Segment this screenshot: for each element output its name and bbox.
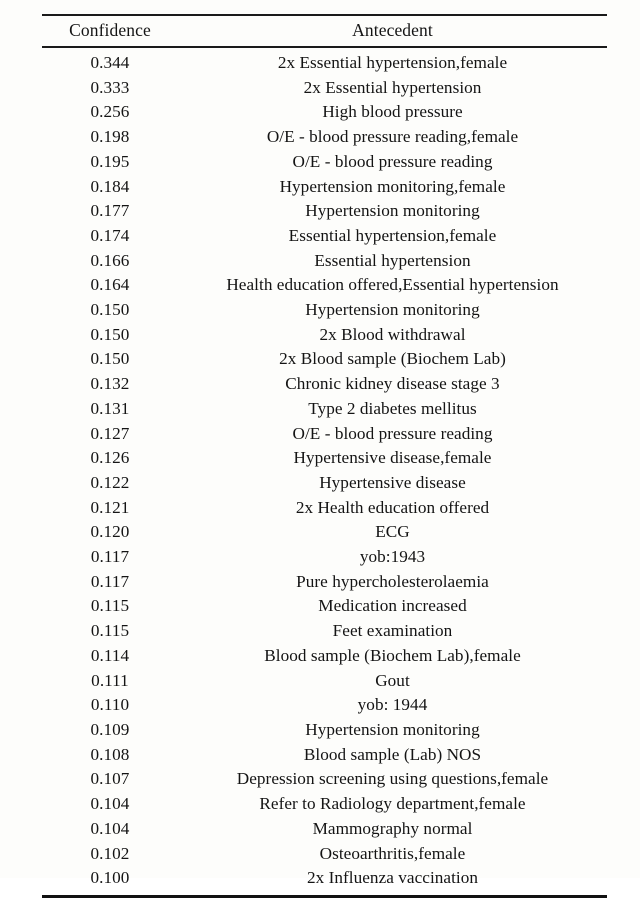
cell-antecedent: Blood sample (Biochem Lab),female — [264, 645, 521, 665]
cell-confidence: 0.104 — [90, 794, 130, 814]
cell-confidence: 0.121 — [90, 497, 130, 517]
table-row — [42, 125, 607, 150]
cell-confidence: 0.131 — [90, 398, 130, 418]
cell-confidence: 0.115 — [90, 621, 130, 641]
table-row — [42, 446, 607, 471]
table-row — [42, 422, 607, 447]
cell-confidence: 0.107 — [90, 769, 130, 789]
cell-confidence: 0.122 — [90, 472, 130, 492]
cell-confidence: 0.104 — [90, 818, 130, 838]
cell-confidence: 0.132 — [90, 374, 130, 394]
cell-antecedent: High blood pressure — [322, 102, 463, 122]
cell-antecedent: ECG — [375, 522, 410, 542]
cell-antecedent: Chronic kidney disease stage 3 — [285, 374, 500, 394]
cell-antecedent: O/E - blood pressure reading — [292, 423, 493, 443]
cell-antecedent: O/E - blood pressure reading — [292, 151, 493, 171]
cell-confidence: 0.184 — [90, 176, 130, 196]
table-row — [42, 743, 607, 768]
table-row — [42, 48, 607, 76]
table-row — [42, 792, 607, 817]
cell-confidence: 0.150 — [90, 324, 130, 344]
table-row — [42, 273, 607, 298]
table-row — [42, 669, 607, 694]
cell-antecedent: Type 2 diabetes mellitus — [308, 398, 477, 418]
cell-confidence: 0.166 — [90, 250, 130, 270]
cell-confidence: 0.110 — [90, 695, 130, 715]
cell-confidence: 0.174 — [90, 225, 130, 245]
cell-antecedent: Osteoarthritis,female — [319, 843, 466, 863]
table-row — [42, 249, 607, 274]
cell-confidence: 0.256 — [90, 102, 130, 122]
cell-confidence: 0.177 — [90, 201, 130, 221]
cell-confidence: 0.150 — [90, 349, 130, 369]
cell-confidence: 0.111 — [91, 670, 129, 690]
cell-antecedent: Hypertension monitoring — [305, 201, 480, 221]
table-row — [42, 224, 607, 249]
table-row — [42, 471, 607, 496]
table-row — [42, 520, 607, 545]
cell-antecedent: Gout — [375, 670, 410, 690]
cell-confidence: 0.164 — [90, 275, 130, 295]
table-row — [42, 594, 607, 619]
table-row — [42, 545, 607, 570]
cell-antecedent: Hypertension monitoring — [305, 719, 480, 739]
table-row — [42, 718, 607, 743]
cell-antecedent: 2x Essential hypertension,female — [277, 53, 508, 72]
cell-confidence: 0.195 — [90, 151, 130, 171]
cell-confidence: 0.117 — [90, 547, 130, 567]
cell-confidence: 0.198 — [90, 127, 130, 147]
table-row — [42, 619, 607, 644]
cell-confidence: 0.150 — [90, 300, 130, 320]
cell-antecedent: Blood sample (Lab) NOS — [303, 744, 482, 764]
column-header-confidence: Confidence — [69, 20, 151, 40]
cell-antecedent: O/E - blood pressure reading,female — [266, 127, 519, 147]
cell-antecedent: Refer to Radiology department,female — [259, 794, 526, 814]
cell-confidence: 0.333 — [90, 77, 130, 97]
cell-antecedent: Health education offered,Essential hypertension — [226, 275, 559, 295]
table-row — [42, 199, 607, 224]
table-header — [42, 15, 607, 48]
cell-antecedent: Medication increased — [318, 596, 467, 616]
table-body — [42, 48, 607, 896]
table-row — [42, 76, 607, 101]
table-row — [42, 175, 607, 200]
cell-antecedent: yob:1943 — [359, 547, 426, 567]
table-row — [42, 496, 607, 521]
cell-antecedent: Pure hypercholesterolaemia — [296, 571, 489, 591]
cell-antecedent: Hypertensive disease — [319, 472, 466, 492]
table-row — [42, 693, 607, 718]
table-row — [42, 817, 607, 842]
cell-antecedent: 2x Blood sample (Biochem Lab) — [279, 349, 506, 369]
table-row — [42, 100, 607, 125]
cell-antecedent: Depression screening using questions,female — [236, 769, 549, 789]
cell-confidence: 0.114 — [90, 645, 130, 665]
table-row — [42, 347, 607, 372]
cell-confidence: 0.100 — [90, 868, 130, 888]
table-row — [42, 644, 607, 669]
cell-antecedent: Hypertension monitoring,female — [279, 176, 506, 196]
cell-confidence: 0.117 — [90, 571, 130, 591]
cell-antecedent: Hypertension monitoring — [305, 300, 480, 320]
association-rules-table — [42, 14, 607, 898]
table-row — [42, 298, 607, 323]
cell-confidence: 0.115 — [90, 596, 130, 616]
table-row — [42, 570, 607, 595]
cell-confidence: 0.126 — [90, 448, 130, 468]
table-container — [42, 14, 607, 898]
cell-confidence: 0.344 — [90, 53, 130, 72]
cell-confidence: 0.127 — [90, 423, 130, 443]
cell-antecedent: Feet examination — [332, 621, 453, 641]
cell-antecedent: yob: 1944 — [357, 695, 428, 715]
cell-antecedent: 2x Health education offered — [295, 497, 490, 517]
cell-antecedent: 2x Blood withdrawal — [319, 324, 466, 344]
table-row — [42, 397, 607, 422]
cell-antecedent: Mammography normal — [312, 818, 473, 838]
column-header-antecedent: Antecedent — [352, 20, 433, 40]
header-row — [42, 16, 607, 47]
cell-confidence: 0.108 — [90, 744, 130, 764]
table-row — [42, 323, 607, 348]
table-row — [42, 150, 607, 175]
cell-antecedent: 2x Influenza vaccination — [306, 868, 479, 888]
table-row — [42, 866, 607, 896]
cell-antecedent: Essential hypertension — [314, 250, 471, 270]
cell-antecedent: 2x Essential hypertension — [303, 77, 482, 97]
cell-confidence: 0.120 — [90, 522, 130, 542]
table-row — [42, 767, 607, 792]
table-row — [42, 372, 607, 397]
table-row — [42, 842, 607, 867]
cell-confidence: 0.109 — [90, 719, 130, 739]
cell-antecedent: Essential hypertension,female — [288, 225, 497, 245]
cell-confidence: 0.102 — [90, 843, 130, 863]
cell-antecedent: Hypertensive disease,female — [293, 448, 492, 468]
